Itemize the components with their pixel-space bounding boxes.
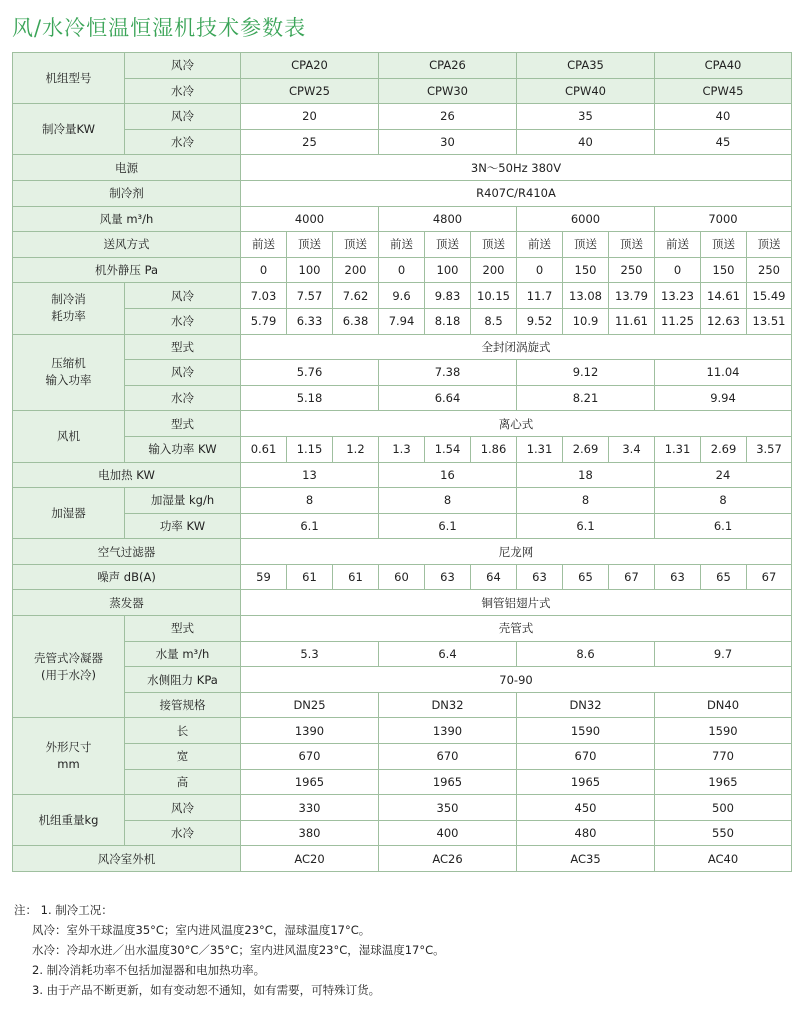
width-cell: 770 [655, 744, 792, 770]
cooling-power-air-cell: 13.23 [655, 283, 701, 309]
table-row-condenser-type [13, 616, 792, 642]
row-label-noise: 噪声 dB(A) [13, 564, 241, 590]
pipe-cell: DN25 [241, 692, 379, 718]
sub-label-air: 风冷 [125, 104, 241, 130]
outdoor-cell: AC35 [517, 846, 655, 872]
cooling-power-air-cell: 14.61 [701, 283, 747, 309]
cooling-power-air-cell: 7.62 [333, 283, 379, 309]
sub-label-water: 水冷 [125, 308, 241, 334]
pipe-cell: DN40 [655, 692, 792, 718]
table-row-compressor-water [13, 385, 792, 411]
model-air-cell: CPA35 [517, 53, 655, 79]
row-label-power-supply: 电源 [13, 155, 241, 181]
evaporator-cell: 铜管铝翅片式 [241, 590, 792, 616]
humid-power-cell: 6.1 [655, 513, 792, 539]
refrigerant-cell: R407C/R410A [241, 180, 792, 206]
pipe-cell: DN32 [379, 692, 517, 718]
table-row-cooling-power-water [13, 308, 792, 334]
cooling-power-air-cell: 9.6 [379, 283, 425, 309]
cooling-air-cell: 40 [655, 104, 792, 130]
sub-label-type: 型式 [125, 616, 241, 642]
airflow-cell: 7000 [655, 206, 792, 232]
model-water-cell: CPW40 [517, 78, 655, 104]
sub-label-pipe: 接管规格 [125, 692, 241, 718]
fan-power-cell: 1.2 [333, 436, 379, 462]
row-label-condenser: 壳管式冷凝器 (用于水冷) [13, 616, 125, 718]
static-pressure-cell: 100 [425, 257, 471, 283]
height-cell: 1965 [241, 769, 379, 795]
note-2: 2. 制冷消耗功率不包括加湿器和电加热功率。 [32, 963, 266, 977]
compressor-type-cell: 全封闭涡旋式 [241, 334, 792, 360]
static-pressure-cell: 0 [241, 257, 287, 283]
table-row-evaporator [13, 590, 792, 616]
fan-power-cell: 1.31 [655, 436, 701, 462]
length-cell: 1390 [379, 718, 517, 744]
cooling-power-air-cell: 15.49 [747, 283, 792, 309]
fan-power-cell: 1.15 [287, 436, 333, 462]
table-row-static-pressure [13, 257, 792, 283]
noise-cell: 63 [655, 564, 701, 590]
water-flow-cell: 6.4 [379, 641, 517, 667]
cooling-power-water-cell: 10.9 [563, 308, 609, 334]
row-label-airflow: 风量 m³/h [13, 206, 241, 232]
width-cell: 670 [379, 744, 517, 770]
supply-mode-cell: 顶送 [747, 232, 792, 258]
compressor-air-cell: 5.76 [241, 360, 379, 386]
heater-cell: 18 [517, 462, 655, 488]
heater-cell: 16 [379, 462, 517, 488]
weight-air-cell: 350 [379, 795, 517, 821]
table-row-fan-type [13, 411, 792, 437]
table-row-humid-amount [13, 488, 792, 514]
table-row-height [13, 769, 792, 795]
sub-label-water-flow: 水量 m³/h [125, 641, 241, 667]
spec-table [12, 52, 792, 872]
fan-power-cell: 2.69 [563, 436, 609, 462]
cooling-power-water-cell: 6.38 [333, 308, 379, 334]
table-row-filter [13, 539, 792, 565]
sub-label-air: 风冷 [125, 795, 241, 821]
noise-cell: 61 [333, 564, 379, 590]
cooling-power-water-cell: 5.79 [241, 308, 287, 334]
heater-cell: 13 [241, 462, 379, 488]
length-cell: 1390 [241, 718, 379, 744]
weight-water-cell: 480 [517, 820, 655, 846]
sub-label-water: 水冷 [125, 385, 241, 411]
humid-power-cell: 6.1 [517, 513, 655, 539]
cooling-power-water-cell: 12.63 [701, 308, 747, 334]
noise-cell: 63 [425, 564, 471, 590]
sub-label-humid-amount: 加湿量 kg/h [125, 488, 241, 514]
outdoor-cell: AC20 [241, 846, 379, 872]
fan-power-cell: 3.4 [609, 436, 655, 462]
note-3: 3. 由于产品不断更新，如有变动恕不通知，如有需要，可特殊订货。 [32, 983, 381, 997]
sub-label-height: 高 [125, 769, 241, 795]
filter-cell: 尼龙网 [241, 539, 792, 565]
static-pressure-cell: 150 [701, 257, 747, 283]
cooling-water-cell: 25 [241, 129, 379, 155]
sub-label-water-resistance: 水侧阻力 KPa [125, 667, 241, 693]
table-row-compressor-type [13, 334, 792, 360]
table-row-fan-power [13, 436, 792, 462]
sub-label-water: 水冷 [125, 129, 241, 155]
fan-power-cell: 2.69 [701, 436, 747, 462]
table-row-weight-air [13, 795, 792, 821]
fan-power-cell: 1.86 [471, 436, 517, 462]
noise-cell: 65 [701, 564, 747, 590]
table-row-heater [13, 462, 792, 488]
table-row-water-flow [13, 641, 792, 667]
table-row-model-water [13, 78, 792, 104]
fan-type-cell: 离心式 [241, 411, 792, 437]
row-label-supply-mode: 送风方式 [13, 232, 241, 258]
supply-mode-cell: 顶送 [471, 232, 517, 258]
row-label-cooling-power: 制冷消 耗功率 [13, 283, 125, 334]
model-water-cell: CPW30 [379, 78, 517, 104]
cooling-power-air-cell: 7.03 [241, 283, 287, 309]
row-label-cooling: 制冷量KW [13, 104, 125, 155]
cooling-air-cell: 20 [241, 104, 379, 130]
supply-mode-cell: 顶送 [333, 232, 379, 258]
static-pressure-cell: 250 [609, 257, 655, 283]
table-row-length [13, 718, 792, 744]
humid-amount-cell: 8 [655, 488, 792, 514]
table-row-model-air [13, 53, 792, 79]
noise-cell: 61 [287, 564, 333, 590]
sub-label-air: 风冷 [125, 360, 241, 386]
cooling-power-water-cell: 7.94 [379, 308, 425, 334]
fan-power-cell: 1.54 [425, 436, 471, 462]
row-label-filter: 空气过滤器 [13, 539, 241, 565]
water-flow-cell: 5.3 [241, 641, 379, 667]
sub-label-fan-power: 输入功率 KW [125, 436, 241, 462]
cooling-air-cell: 26 [379, 104, 517, 130]
model-water-cell: CPW45 [655, 78, 792, 104]
humid-amount-cell: 8 [517, 488, 655, 514]
table-row-pipe [13, 692, 792, 718]
table-row-compressor-air [13, 360, 792, 386]
table-row-humid-power [13, 513, 792, 539]
cooling-power-water-cell: 11.61 [609, 308, 655, 334]
model-water-cell: CPW25 [241, 78, 379, 104]
table-row-weight-water [13, 820, 792, 846]
sub-label-air: 风冷 [125, 53, 241, 79]
cooling-power-air-cell: 13.08 [563, 283, 609, 309]
cooling-water-cell: 45 [655, 129, 792, 155]
supply-mode-cell: 顶送 [609, 232, 655, 258]
weight-air-cell: 330 [241, 795, 379, 821]
supply-mode-cell: 顶送 [563, 232, 609, 258]
static-pressure-cell: 0 [379, 257, 425, 283]
page-title: 风/水冷恒温恒湿机技术参数表 [12, 16, 307, 40]
humid-amount-cell: 8 [241, 488, 379, 514]
model-air-cell: CPA20 [241, 53, 379, 79]
compressor-water-cell: 6.64 [379, 385, 517, 411]
cooling-power-air-cell: 13.79 [609, 283, 655, 309]
model-air-cell: CPA40 [655, 53, 792, 79]
noise-cell: 60 [379, 564, 425, 590]
row-label-outdoor: 风冷室外机 [13, 846, 241, 872]
row-label-evaporator: 蒸发器 [13, 590, 241, 616]
supply-mode-cell: 前送 [379, 232, 425, 258]
sub-label-width: 宽 [125, 744, 241, 770]
notes [14, 900, 445, 1000]
fan-power-cell: 1.31 [517, 436, 563, 462]
heater-cell: 24 [655, 462, 792, 488]
table-row-airflow [13, 206, 792, 232]
cooling-power-air-cell: 11.7 [517, 283, 563, 309]
pipe-cell: DN32 [517, 692, 655, 718]
sub-label-water: 水冷 [125, 820, 241, 846]
static-pressure-cell: 100 [287, 257, 333, 283]
fan-power-cell: 0.61 [241, 436, 287, 462]
airflow-cell: 6000 [517, 206, 655, 232]
note-1-air: 风冷：室外干球温度35°C；室内进风温度23°C，湿球温度17°C。 [32, 923, 371, 937]
supply-mode-cell: 前送 [655, 232, 701, 258]
humid-amount-cell: 8 [379, 488, 517, 514]
supply-mode-cell: 顶送 [701, 232, 747, 258]
table-row-refrigerant [13, 180, 792, 206]
humid-power-cell: 6.1 [379, 513, 517, 539]
noise-cell: 65 [563, 564, 609, 590]
weight-water-cell: 380 [241, 820, 379, 846]
cooling-power-water-cell: 8.18 [425, 308, 471, 334]
sub-label-air: 风冷 [125, 283, 241, 309]
compressor-water-cell: 9.94 [655, 385, 792, 411]
cooling-power-water-cell: 9.52 [517, 308, 563, 334]
table-row-supply-mode [13, 232, 792, 258]
table-row-cooling-power-air [13, 283, 792, 309]
supply-mode-cell: 顶送 [425, 232, 471, 258]
table-row-water-resistance [13, 667, 792, 693]
noise-cell: 67 [609, 564, 655, 590]
supply-mode-cell: 顶送 [287, 232, 333, 258]
sub-label-water: 水冷 [125, 78, 241, 104]
outdoor-cell: AC40 [655, 846, 792, 872]
outdoor-cell: AC26 [379, 846, 517, 872]
static-pressure-cell: 250 [747, 257, 792, 283]
length-cell: 1590 [517, 718, 655, 744]
static-pressure-cell: 200 [471, 257, 517, 283]
cooling-power-water-cell: 8.5 [471, 308, 517, 334]
cooling-power-air-cell: 9.83 [425, 283, 471, 309]
table-row-outdoor [13, 846, 792, 872]
table-row-cooling-air [13, 104, 792, 130]
airflow-cell: 4000 [241, 206, 379, 232]
cooling-power-water-cell: 6.33 [287, 308, 333, 334]
water-flow-cell: 8.6 [517, 641, 655, 667]
sub-label-length: 长 [125, 718, 241, 744]
static-pressure-cell: 150 [563, 257, 609, 283]
cooling-air-cell: 35 [517, 104, 655, 130]
weight-air-cell: 500 [655, 795, 792, 821]
sub-label-type: 型式 [125, 411, 241, 437]
compressor-water-cell: 5.18 [241, 385, 379, 411]
row-label-weight: 机组重量kg [13, 795, 125, 846]
compressor-air-cell: 7.38 [379, 360, 517, 386]
cooling-water-cell: 30 [379, 129, 517, 155]
table-row-power-supply [13, 155, 792, 181]
note-1: 注： 1. 制冷工况： [14, 903, 113, 917]
height-cell: 1965 [517, 769, 655, 795]
sub-label-type: 型式 [125, 334, 241, 360]
row-label-dimensions: 外形尺寸 mm [13, 718, 125, 795]
width-cell: 670 [241, 744, 379, 770]
water-resistance-cell: 70-90 [241, 667, 792, 693]
row-label-heater: 电加热 KW [13, 462, 241, 488]
noise-cell: 59 [241, 564, 287, 590]
condenser-type-cell: 壳管式 [241, 616, 792, 642]
humid-power-cell: 6.1 [241, 513, 379, 539]
static-pressure-cell: 200 [333, 257, 379, 283]
fan-power-cell: 1.3 [379, 436, 425, 462]
cooling-power-air-cell: 7.57 [287, 283, 333, 309]
noise-cell: 67 [747, 564, 792, 590]
weight-water-cell: 400 [379, 820, 517, 846]
supply-mode-cell: 前送 [517, 232, 563, 258]
static-pressure-cell: 0 [517, 257, 563, 283]
length-cell: 1590 [655, 718, 792, 744]
static-pressure-cell: 0 [655, 257, 701, 283]
cooling-power-water-cell: 13.51 [747, 308, 792, 334]
fan-power-cell: 3.57 [747, 436, 792, 462]
width-cell: 670 [517, 744, 655, 770]
row-label-model: 机组型号 [13, 53, 125, 104]
cooling-power-air-cell: 10.15 [471, 283, 517, 309]
weight-air-cell: 450 [517, 795, 655, 821]
height-cell: 1965 [379, 769, 517, 795]
row-label-static-pressure: 机外静压 Pa [13, 257, 241, 283]
row-label-compressor: 压缩机 输入功率 [13, 334, 125, 411]
noise-cell: 64 [471, 564, 517, 590]
cooling-water-cell: 40 [517, 129, 655, 155]
supply-mode-cell: 前送 [241, 232, 287, 258]
cooling-power-water-cell: 11.25 [655, 308, 701, 334]
row-label-humidifier: 加湿器 [13, 488, 125, 539]
water-flow-cell: 9.7 [655, 641, 792, 667]
note-1-water: 水冷：冷却水进／出水温度30°C／35°C；室内进风温度23°C，湿球温度17°C。 [32, 943, 445, 957]
power-supply-cell: 3N～50Hz 380V [241, 155, 792, 181]
model-air-cell: CPA26 [379, 53, 517, 79]
row-label-fan: 风机 [13, 411, 125, 462]
row-label-refrigerant: 制冷剂 [13, 180, 241, 206]
airflow-cell: 4800 [379, 206, 517, 232]
compressor-air-cell: 9.12 [517, 360, 655, 386]
height-cell: 1965 [655, 769, 792, 795]
weight-water-cell: 550 [655, 820, 792, 846]
table-row-noise [13, 564, 792, 590]
compressor-air-cell: 11.04 [655, 360, 792, 386]
table-row-width [13, 744, 792, 770]
compressor-water-cell: 8.21 [517, 385, 655, 411]
sub-label-humid-power: 功率 KW [125, 513, 241, 539]
table-row-cooling-water [13, 129, 792, 155]
noise-cell: 63 [517, 564, 563, 590]
